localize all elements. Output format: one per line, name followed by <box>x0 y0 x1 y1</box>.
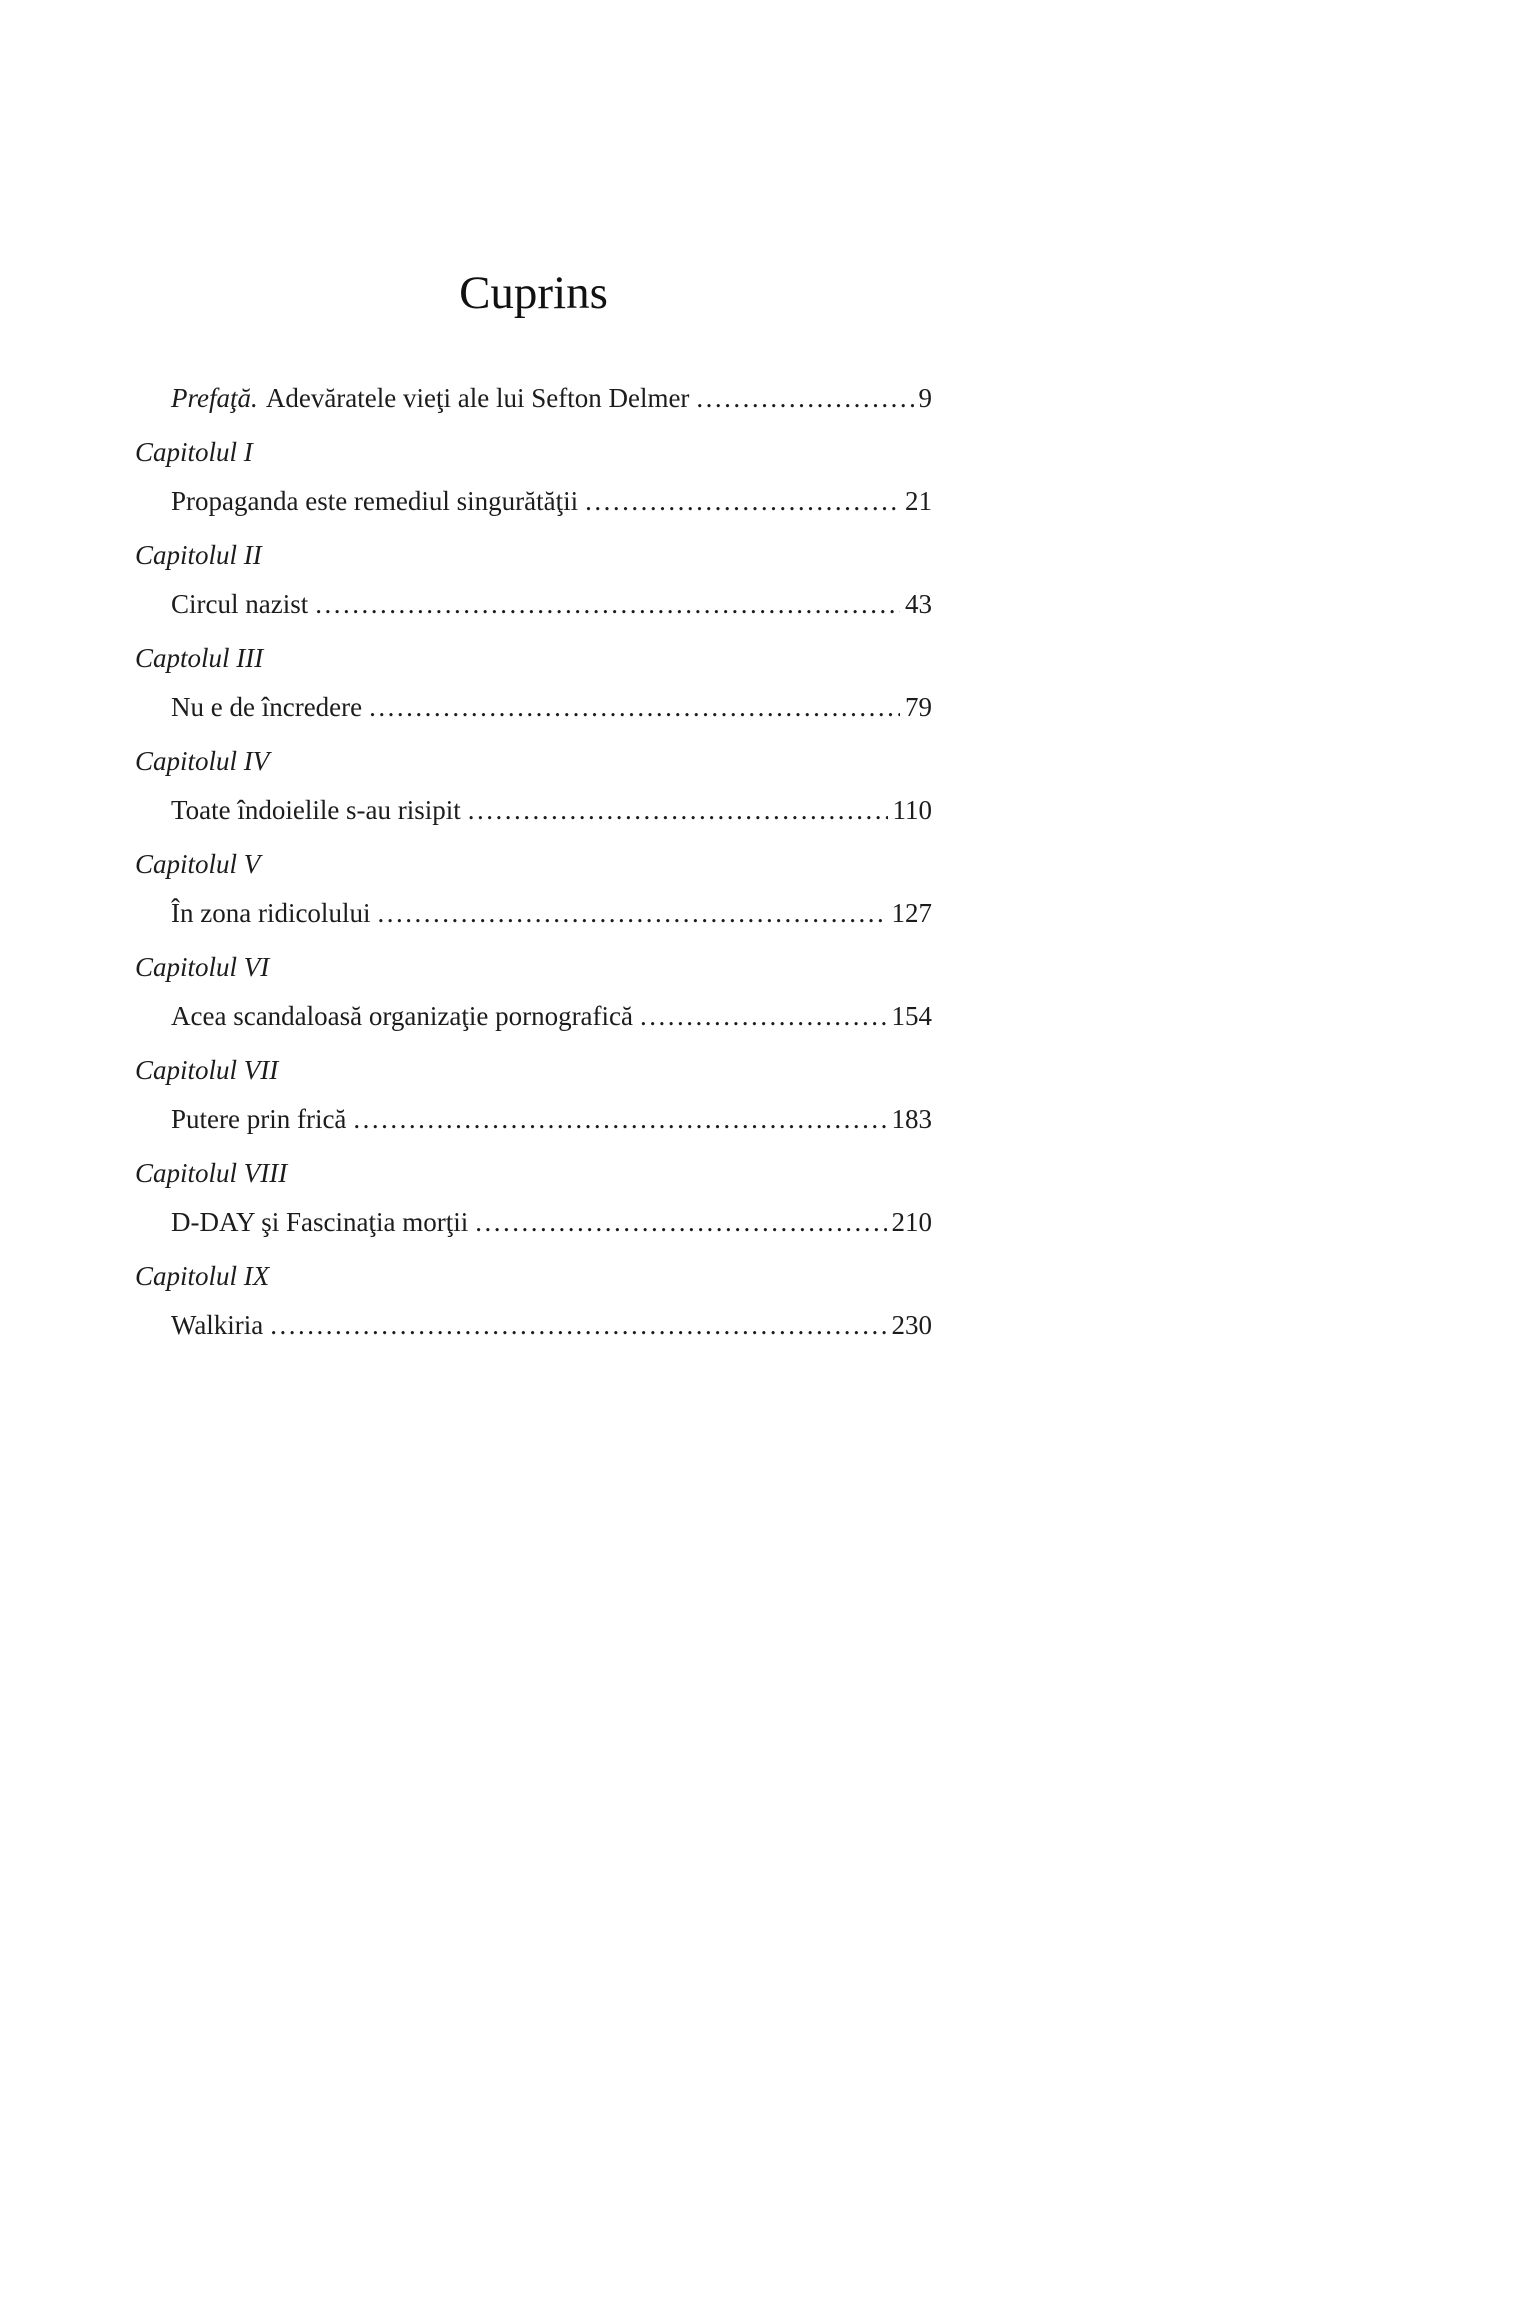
chapter-heading: Capitolul I <box>135 437 253 468</box>
chapter-heading: Capitolul II <box>135 540 262 571</box>
chapter-heading: Capitolul V <box>135 849 261 880</box>
leader-dots <box>475 1206 886 1239</box>
toc-entry <box>135 382 932 415</box>
entry-title: Nu e de încredere <box>171 692 363 723</box>
entry-page-number: 21 <box>905 486 932 517</box>
leader-dots <box>640 1000 886 1033</box>
entry-title: Circul nazist <box>171 589 309 620</box>
toc-entry <box>135 1260 932 1342</box>
toc-entry-line <box>135 485 932 518</box>
toc-entry <box>135 539 932 621</box>
entry-page-number: 230 <box>891 1310 932 1341</box>
entry-title: Walkiria <box>171 1310 264 1341</box>
chapter-heading: Capitolul IX <box>135 1261 270 1292</box>
entry-title: D-DAY şi Fascinaţia morţii <box>171 1207 469 1238</box>
toc-entry-line <box>135 1000 932 1033</box>
entry-title-italic: Prefaţă. <box>171 383 258 414</box>
leader-dots <box>315 588 900 621</box>
entry-page-number: 183 <box>891 1104 932 1135</box>
chapter-heading: Captolul III <box>135 643 264 674</box>
toc-entry <box>135 1054 932 1136</box>
entry-page-number: 9 <box>918 383 932 414</box>
entry-page-number: 79 <box>905 692 932 723</box>
toc-entry-line <box>135 382 932 415</box>
leader-dots <box>270 1309 886 1342</box>
leader-dots <box>696 382 913 415</box>
chapter-heading: Capitolul IV <box>135 746 270 777</box>
entry-title: Adevăratele vieţi ale lui Sefton Delmer <box>265 383 690 414</box>
toc-entry-line <box>135 691 932 724</box>
toc-page <box>135 0 932 1363</box>
entry-title: Propaganda este remediul singurătăţii <box>171 486 579 517</box>
toc-entry-line <box>135 897 932 930</box>
toc-entry-line <box>135 1206 932 1239</box>
entry-title: Putere prin frică <box>171 1104 347 1135</box>
entry-page-number: 127 <box>891 898 932 929</box>
chapter-heading: Capitolul VI <box>135 952 270 983</box>
toc-entry-line <box>135 1309 932 1342</box>
toc-entry <box>135 1157 932 1239</box>
toc-entry <box>135 951 932 1033</box>
entry-page-number: 110 <box>892 795 932 826</box>
page-title: Cuprins <box>459 267 608 319</box>
entry-page-number: 210 <box>891 1207 932 1238</box>
leader-dots <box>468 794 888 827</box>
toc-entry-line <box>135 1103 932 1136</box>
toc-entry-line <box>135 794 932 827</box>
entry-page-number: 154 <box>891 1001 932 1032</box>
toc-entry <box>135 436 932 518</box>
leader-dots <box>377 897 886 930</box>
toc-list <box>135 382 932 1342</box>
chapter-heading: Capitolul VII <box>135 1055 279 1086</box>
toc-entry <box>135 745 932 827</box>
entry-title: În zona ridicolului <box>171 898 371 929</box>
leader-dots <box>369 691 900 724</box>
chapter-heading: Capitolul VIII <box>135 1158 288 1189</box>
entry-title: Toate îndoielile s-au risipit <box>171 795 461 826</box>
toc-entry <box>135 848 932 930</box>
toc-entry-line <box>135 588 932 621</box>
entry-title: Acea scandaloasă organizaţie pornografică <box>171 1001 634 1032</box>
toc-entry <box>135 642 932 724</box>
leader-dots <box>585 485 900 518</box>
leader-dots <box>353 1103 886 1136</box>
entry-page-number: 43 <box>905 589 932 620</box>
